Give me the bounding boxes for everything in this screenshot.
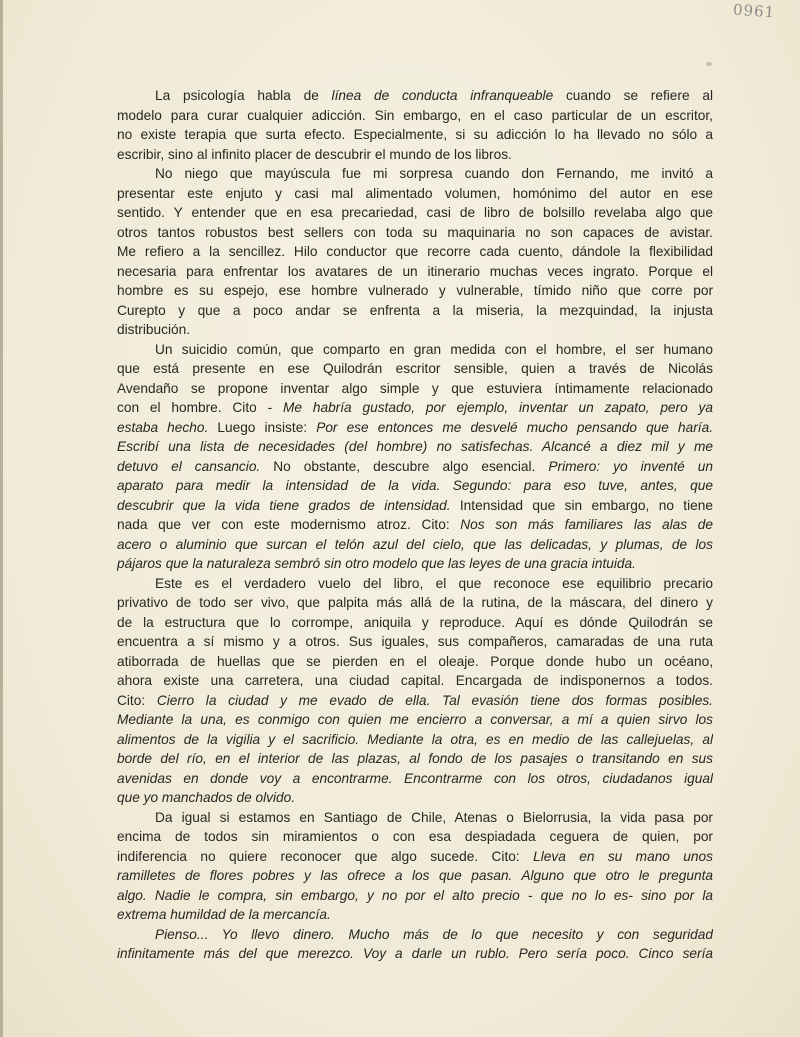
text-line	[117, 223, 713, 243]
quoted-italic-text: ramilletes de flores pobres y las ofrece a los que pasan. Alguno que otro le pregunta	[117, 868, 713, 883]
text-line	[117, 281, 713, 301]
body-text: escribir, sino al infinito placer de descubrir el mundo de los libros.	[117, 146, 512, 162]
text-line	[117, 262, 713, 282]
paragraph	[117, 86, 713, 164]
quoted-italic-text: borde del río, en el interior de las plazas, al fondo de los pasajes o transitando en sus	[117, 751, 713, 766]
text-line	[117, 691, 713, 711]
text-line	[117, 301, 713, 321]
body-text: otros tantos robustos best sellers con toda su maquinaria no son capaces de avistar.	[117, 224, 713, 240]
body-text: necesaria para enfrentar los avatares de un itinerario muchas veces ingrato. Porque el	[117, 263, 713, 279]
text-line	[117, 184, 713, 204]
handwritten-archive-number: 0961	[732, 0, 776, 22]
text-line	[117, 593, 713, 613]
quoted-italic-text: estaba hecho.	[117, 419, 209, 435]
body-text: privativo de todo ser vivo, que palpita más allá de la rutina, de la máscara, del dinero y	[117, 595, 713, 610]
quoted-italic-text: Cierro la ciudad y me evado de ella. Tal evasión tiene dos formas posibles.	[156, 692, 713, 708]
body-text: presentar este enjuto y casi mal alimentado volumen, homónimo del autor en ese	[117, 185, 713, 201]
body-text: cuando se refiere al	[553, 88, 713, 103]
body-text: modelo para curar cualquier adicción. Sin embargo, en el caso particular de un escritor,	[117, 107, 713, 123]
paragraph	[117, 925, 713, 964]
text-line	[117, 340, 713, 360]
text-line	[117, 145, 713, 165]
quoted-italic-text: Pienso... Yo llevo dinero. Mucho más de lo que necesito y con seguridad	[155, 926, 713, 942]
document-body	[117, 86, 713, 964]
text-line	[117, 886, 713, 906]
body-text: sentido. Y entender que en esa precariedad, casi de libro de bolsillo revelaba algo que	[117, 205, 713, 220]
body-text: Cito:	[117, 692, 157, 708]
text-line	[117, 320, 713, 340]
body-text: hombre es su espejo, ese hombre vulnerado y vulnerable, tímido niño que corre por	[117, 283, 713, 298]
quoted-italic-text: alimentos de la vigilia y el sacrificio. Mediante la otra, es en medio de las callejuelas, al	[117, 731, 713, 747]
body-text: con el hombre. Cito -	[117, 400, 283, 415]
quoted-italic-text: que yo manchados de olvido.	[117, 790, 296, 805]
quoted-italic-text: Escribí una lista de necesidades (del hombre) no satisfechas. Alcancé a diez mil y me	[117, 439, 713, 454]
body-text: distribución.	[117, 322, 191, 337]
quoted-italic-text: acero o aluminio que surcan el telón azul del cielo, que las delicadas, y plumas, de los	[117, 536, 713, 552]
text-line	[117, 379, 713, 399]
text-line	[117, 749, 713, 769]
text-line	[117, 398, 713, 418]
quoted-italic-text: Lleva en su mano unos	[533, 848, 713, 864]
pencil-mark	[706, 62, 712, 66]
text-line	[117, 574, 713, 594]
body-text: encima de todos sin miramientos o con esa despiadada ceguera de quien, por	[117, 829, 713, 844]
quoted-italic-text: avenidas en donde voy a encontrarme. Encontrarme con los otros, ciudadanos igual	[117, 770, 713, 786]
text-line	[117, 535, 713, 555]
body-text: de la estructura que lo corrompe, aniquila y reproduce. Aquí es dónde Quilodrán se	[117, 614, 713, 630]
text-line	[117, 788, 713, 808]
text-line	[117, 125, 713, 145]
text-line	[117, 925, 713, 945]
quoted-italic-text: Mediante la una, es conmigo con quien me encierro a conversar, a mí a quien sirvo los	[117, 712, 713, 727]
text-line	[117, 866, 713, 886]
text-line	[117, 554, 713, 574]
body-text: ahora existe una carretera, una ciudad capital. Encargada de indisponernos a todos.	[117, 673, 713, 688]
text-line	[117, 515, 713, 535]
quoted-italic-text: aparato para medir la intensidad de la vida. Segundo: para eso tuve, antes, que	[117, 478, 713, 493]
quoted-italic-text: descubrir que la vida tiene grados de intensidad.	[117, 497, 451, 513]
quoted-italic-text: Primero: yo inventé un	[548, 458, 713, 474]
text-line	[117, 652, 713, 672]
text-line	[117, 203, 713, 223]
body-text: No niego que mayúscula fue mi sorpresa cuando don Fernando, me invitó a	[155, 166, 713, 181]
text-line	[117, 905, 713, 925]
quoted-italic-text: línea de conducta infranqueable	[331, 88, 554, 103]
body-text: Da igual si estamos en Santiago de Chile, Atenas o Bielorrusia, la vida pasa por	[155, 809, 713, 825]
body-text: Un suicidio común, que comparto en gran medida con el hombre, el ser humano	[155, 341, 713, 357]
paragraph	[117, 808, 713, 925]
text-line	[117, 242, 713, 262]
text-line	[117, 418, 713, 438]
quoted-italic-text: Me habría gustado, por ejemplo, inventar un zapato, pero ya	[283, 400, 713, 415]
body-text: Intensidad que sin embargo, no tiene	[450, 497, 713, 513]
paragraph	[117, 340, 713, 574]
body-text: indiferencia no quiere reconocer que algo sucede. Cito:	[117, 848, 534, 864]
text-line	[117, 613, 713, 633]
quoted-italic-text: pájaros que la naturaleza sembró sin otro modelo que las leyes de una gracia intuida.	[117, 556, 636, 571]
body-text: Curepto y que a poco andar se enfrenta a la miseria, la mezquindad, la injusta	[117, 302, 713, 318]
text-line	[117, 847, 713, 867]
text-line	[117, 457, 713, 477]
body-text: Avendaño se propone inventar algo simple y que estuviera íntimamente relacionado	[117, 380, 713, 396]
text-line	[117, 944, 713, 964]
quoted-italic-text: algo. Nadie le compra, sin embargo, y no por el alto precio - que no lo es- sino por la	[117, 887, 713, 903]
text-line	[117, 710, 713, 730]
text-line	[117, 769, 713, 789]
quoted-italic-text: detuvo el cansancio.	[117, 458, 261, 474]
quoted-italic-text: Nos son más familiares las alas de	[460, 517, 713, 532]
body-text: nada que ver con este modernismo atroz. Cito:	[117, 517, 461, 532]
text-line	[117, 632, 713, 652]
quoted-italic-text: Por ese entonces me desvelé mucho pensando que haría.	[316, 419, 713, 435]
body-text: No obstante, descubre algo esencial.	[260, 458, 549, 474]
text-line	[117, 86, 713, 106]
text-line	[117, 106, 713, 126]
text-line	[117, 808, 713, 828]
paragraph	[117, 574, 713, 808]
page-edge-shadow	[0, 0, 3, 1037]
paragraph	[117, 164, 713, 340]
body-text: Este es el verdadero vuelo del libro, el que reconoce ese equilibrio precario	[155, 575, 713, 591]
body-text: encuentra a sí mismo y a otros. Sus iguales, sus compañeros, camaradas de una ruta	[117, 634, 713, 649]
text-line	[117, 437, 713, 457]
quoted-italic-text: infinitamente más del que merezco. Voy a darle un rublo. Pero sería poco. Cinco sería	[117, 946, 713, 961]
text-line	[117, 164, 713, 184]
text-line	[117, 476, 713, 496]
body-text: La psicología habla de	[155, 88, 332, 103]
body-text: Me refiero a la sencillez. Hilo conductor que recorre cada cuento, dándole la flexibilidad	[117, 244, 713, 259]
text-line	[117, 496, 713, 516]
text-line	[117, 827, 713, 847]
quoted-italic-text: extrema humildad de la mercancía.	[117, 907, 331, 922]
body-text: Luego insiste:	[208, 419, 317, 435]
body-text: no existe terapia que surta efecto. Especialmente, si su adicción lo ha llevado no sólo a	[117, 127, 713, 142]
text-line	[117, 359, 713, 379]
body-text: que está presente en ese Quilodrán escritor sensible, quien a través de Nicolás	[117, 361, 713, 376]
text-line	[117, 730, 713, 750]
text-line	[117, 671, 713, 691]
body-text: atiborrada de huellas que se pierden en el oleaje. Porque donde hubo un océano,	[117, 653, 713, 669]
